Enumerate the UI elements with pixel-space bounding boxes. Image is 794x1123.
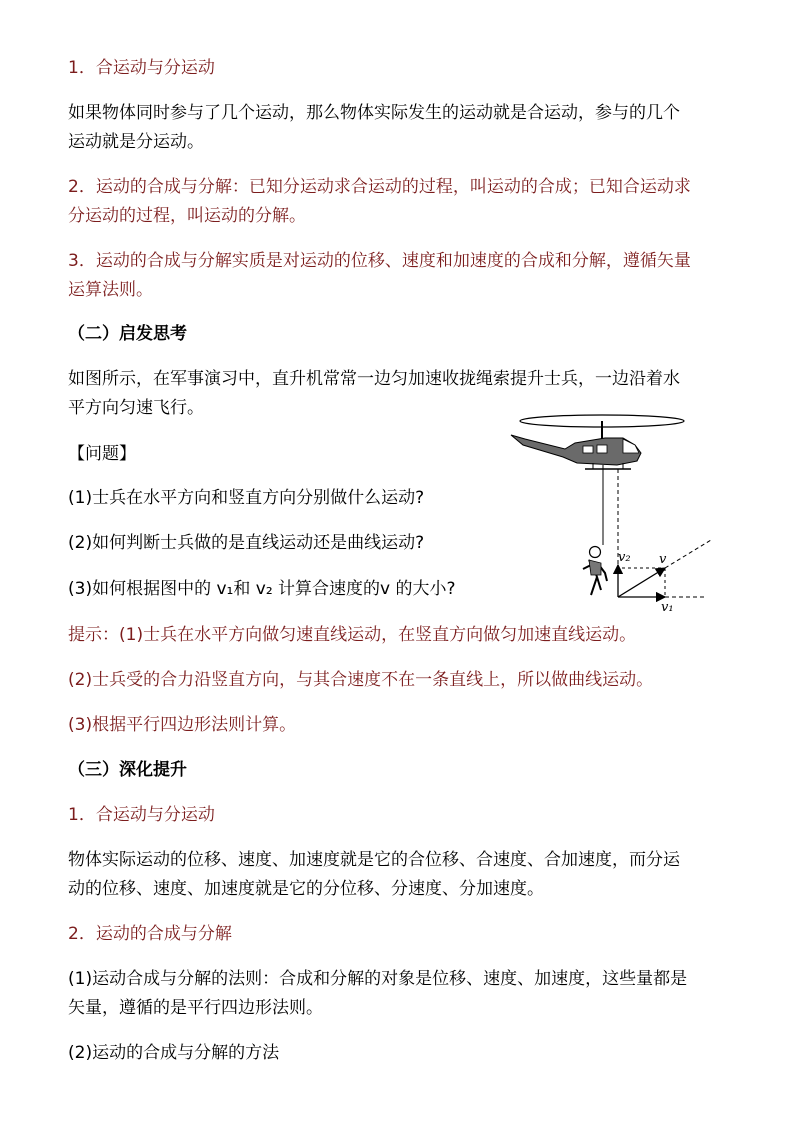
label-v: v (659, 552, 667, 567)
deepen-2-paragraph-1-line-2: 矢量，遵循的是平行四边形法则。 (68, 998, 323, 1018)
answer-3: (3)根据平行四边形法则计算。 (68, 715, 297, 735)
deepen-1-line-2: 动的位移、速度、加速度就是它的分位移、分速度、分加速度。 (68, 879, 544, 899)
soldier-icon (583, 547, 607, 596)
label-v1: v₁ (661, 600, 674, 615)
answer-2: (2)士兵受的合力沿竖直方向，与其合速度不在一条直线上，所以做曲线运动。 (68, 670, 654, 690)
v-resultant-vector (618, 568, 665, 597)
section-2-line-1: 2．运动的合成与分解：已知分运动求合运动的过程，叫运动的合成；已知合运动求 (68, 177, 691, 197)
question-1: (1)士兵在水平方向和竖直方向分别做什么运动? (68, 488, 425, 508)
deepen-2-paragraph-1-line-1: (1)运动合成与分解的法则：合成和分解的对象是位移、速度、加速度，这些量都是 (68, 969, 688, 989)
helicopter-icon (511, 435, 641, 469)
deepen-2-paragraph-2: (2)运动的合成与分解的方法 (68, 1043, 280, 1063)
helicopter-diagram-svg (505, 405, 720, 615)
section-3-line-1: 3．运动的合成与分解实质是对运动的位移、速度和加速度的合成和分解，遵循矢量 (68, 251, 691, 271)
question-tag: 【问题】 (68, 444, 136, 464)
section-1-paragraph-line-1: 如果物体同时参与了几个运动，那么物体实际发生的运动就是合运动，参与的几个 (68, 103, 680, 123)
section-1-paragraph-line-2: 运动就是分运动。 (68, 132, 204, 152)
helicopter-velocity-figure (505, 405, 720, 615)
section-1-title: 1．合运动与分运动 (68, 58, 215, 78)
intro-line-1: 如图所示，在军事演习中，直升机常常一边匀加速收拢绳索提升士兵，一边沿着水 (68, 369, 680, 389)
heading-deepen: （三）深化提升 (68, 760, 187, 780)
resultant-extension-line (665, 540, 711, 568)
rotor-icon (520, 415, 684, 439)
deepen-2-title: 2．运动的合成与分解 (68, 924, 232, 944)
deepen-1-title: 1．合运动与分运动 (68, 805, 215, 825)
deepen-1-line-1: 物体实际运动的位移、速度、加速度就是它的合位移、合速度、合加速度，而分运 (68, 850, 680, 870)
section-3-line-2: 运算法则。 (68, 280, 153, 300)
question-2: (2)如何判断士兵做的是直线运动还是曲线运动? (68, 533, 425, 553)
question-3: (3)如何根据图中的 v₁和 v₂ 计算合速度的v 的大小? (68, 579, 456, 599)
answer-1: 提示：(1)士兵在水平方向做匀速直线运动，在竖直方向做匀加速直线运动。 (68, 625, 637, 645)
intro-line-2: 平方向匀速飞行。 (68, 398, 204, 418)
label-v2: v₂ (618, 550, 631, 565)
section-2-line-2: 分运动的过程，叫运动的分解。 (68, 206, 306, 226)
heading-inspire-thinking: （二）启发思考 (68, 324, 187, 344)
